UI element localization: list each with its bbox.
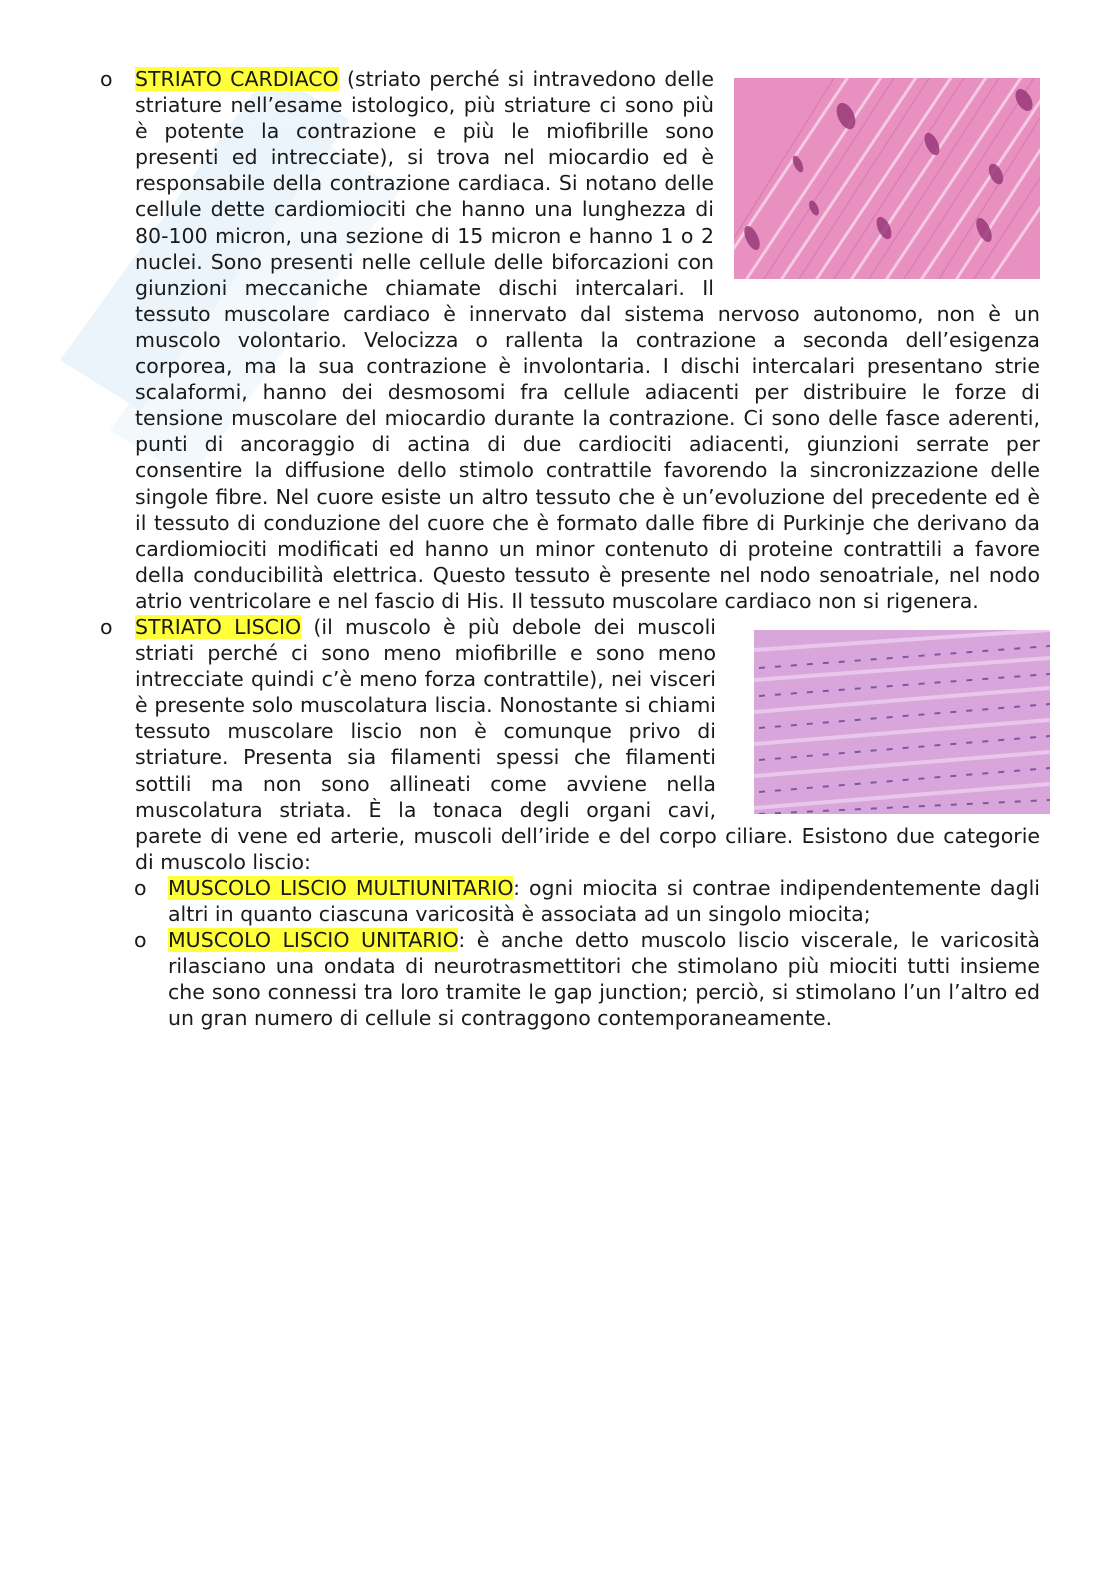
bullet-marker: o [134, 928, 147, 953]
section-body-striato-cardiaco: (striato perché si intravedono delle striature nell’esame istologico, più striature ci sono più è potente la contrazione e più le miofibrille sono presenti ed intrecciate), si trova nel miocardio ed è responsabile della contrazione cardiaca. Si notano delle cellule dette cardiomiociti che hanno una lunghezza di 80-100 micron, una sezione di 15 micron e hanno 1 o 2 nuclei. Sono presenti nelle cellule delle biforcazioni con giunzioni meccaniche chiamate dischi intercalari. Il tessuto muscolare cardiaco è innervato dal sistema nervoso autonomo, non è un muscolo volontario. Velocizza o rallenta la contrazione a seconda dell’esigenza corporea, ma la sua contrazione è involontaria. I dischi intercalari presentano strie scalaformi, hanno dei desmosomi fra cellule adiacenti per distribuire le forze di tensione muscolare del miocardio durante la contrazione. Ci sono delle fasce aderenti, punti di ancoraggio di actina di due cardiociti adiacenti, giunzioni serrate per consentire la diffusione dello stimolo contrattile favorendo la sincronizzazione delle singole fibre. Nel cuore esiste un altro tessuto che è un’evoluzione del precedente ed è il tessuto di conduzione del cuore che è formato dalle fibre di Purkinje che derivano da cardiomiociti modificati ed hanno un minor contenuto di proteine contrattili a favore della conducibilità elettrica. Questo tessuto è presente nel nodo senoatriale, nel nodo atrio ventricolare e nel fascio di His. Il tessuto muscolare cardiaco non si rigenera. [135, 67, 1040, 613]
subsection-body-multiunitario: : ogni miocita si contrae indipendentemente dagli altri in quanto ciascuna varicosità è associata ad un singolo miocita; [168, 875, 1040, 926]
sublist-item-multiunitario [100, 875, 1040, 927]
section-heading-striato-liscio: STRIATO LISCIO [135, 614, 302, 639]
subsection-heading-unitario: MUSCOLO LISCIO UNITARIO [168, 928, 459, 953]
smooth-muscle-histology-image [754, 630, 1050, 814]
bullet-marker: o [100, 67, 113, 91]
cardiac-muscle-histology-image [734, 78, 1040, 279]
document-page [100, 66, 1040, 1031]
sublist-item-unitario [100, 927, 1040, 1031]
bullet-marker: o [100, 614, 113, 639]
section-body-striato-liscio: (il muscolo è più debole dei muscoli striati perché ci sono meno miofibrille e sono meno intrecciate quindi c’è meno forza contrattile), nei visceri è presente solo muscolatura liscia. Nonostante si chiami tessuto muscolare liscio non è comunque privo di striature. Presenta sia filamenti spessi che filamenti sottili ma non sono allineati come avviene nella muscolatura striata. È la tonaca degli organi cavi, parete di vene ed arterie, muscoli dell’iride e del corpo ciliare. Esistono due categorie di muscolo liscio: [135, 614, 1040, 874]
list-item-striato-cardiaco [100, 66, 1040, 614]
subsection-body-unitario: : è anche detto muscolo liscio viscerale, le varicosità rilasciano una ondata di neurotrasmettitori che stimolano più miociti tutti insieme che sono connessi tra loro tramite le gap junction; perciò, si stimolano l’un l’altro ed un gran numero di cellule si contraggono contemporaneamente. [168, 928, 1040, 1031]
bullet-marker: o [134, 875, 147, 900]
section-heading-striato-cardiaco: STRIATO CARDIACO [135, 67, 339, 91]
subsection-heading-multiunitario: MUSCOLO LISCIO MULTIUNITARIO [168, 875, 514, 900]
